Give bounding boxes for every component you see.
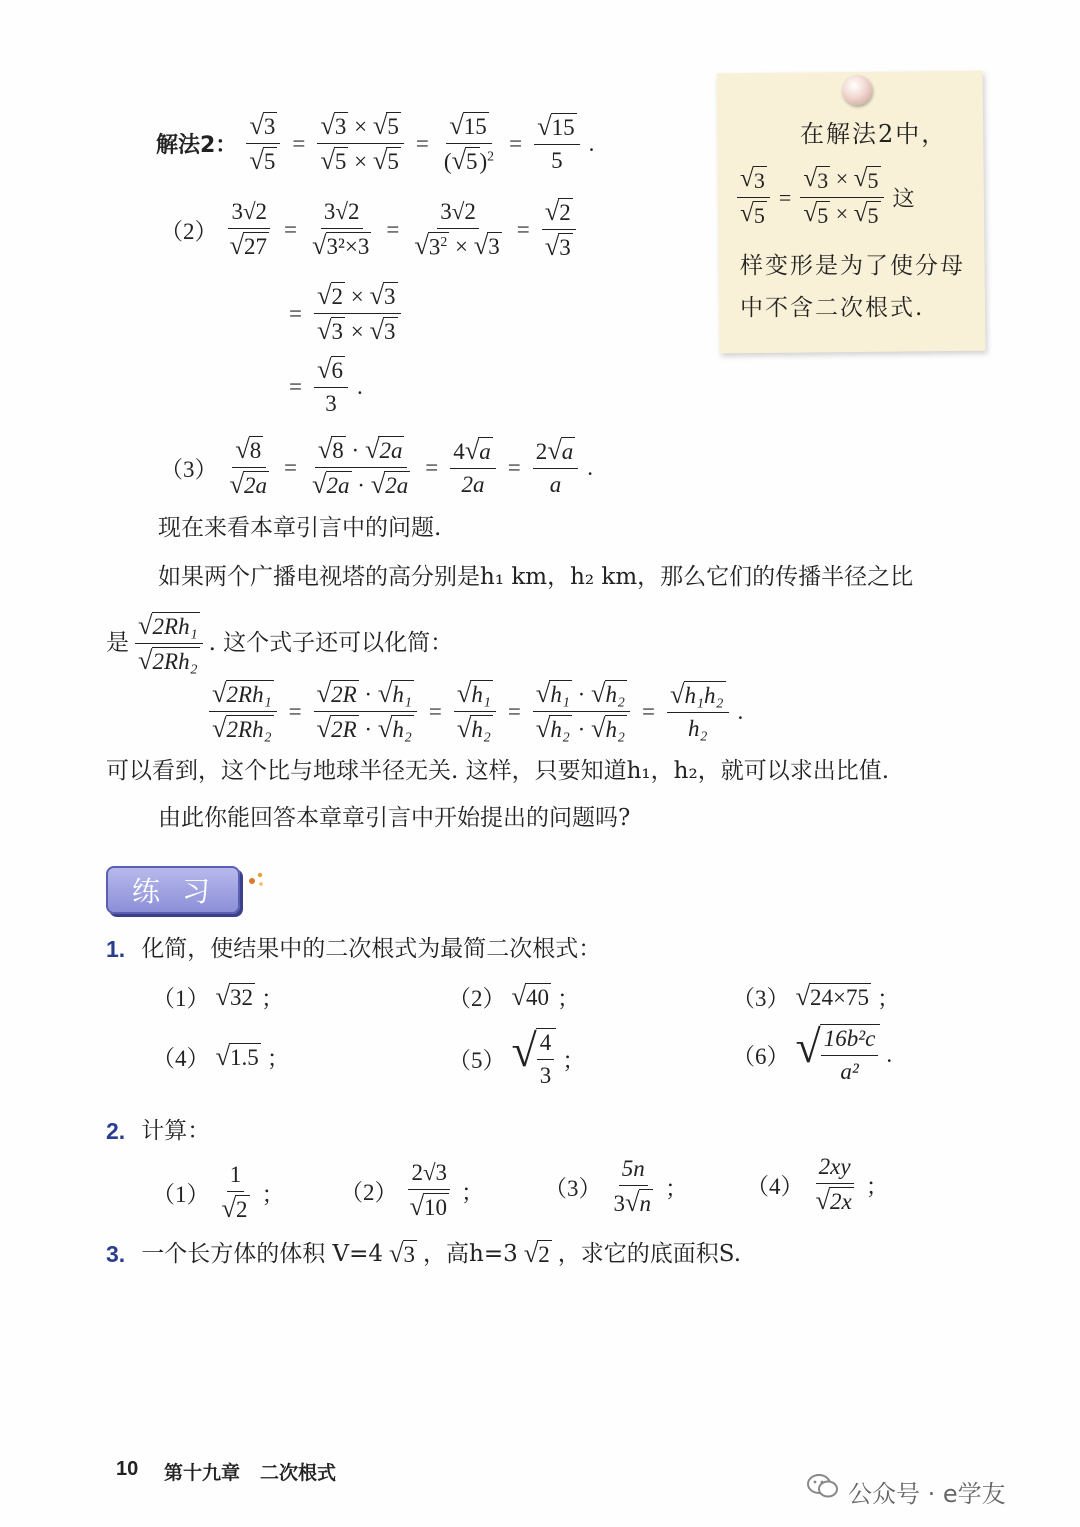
q2-item1: （1） 1 √ 2 ； <box>152 1162 285 1223</box>
q1-item5: （5） √ $\frac{4}{3}$ ； <box>448 1025 586 1088</box>
example3-label: （3） <box>160 457 218 482</box>
solution2-label: 解法2： <box>156 133 238 158</box>
q1-item2: （2） √ 40 ； <box>448 980 581 1011</box>
example2-step3: = √ 6 3 . <box>289 354 363 416</box>
q2-item2: （2） 2√3 √ 10 ； <box>340 1160 485 1221</box>
example2-label: （2） <box>160 219 218 244</box>
watermark: 公众号 · e学友 <box>848 1480 1006 1508</box>
q1-item4: （4） √ 1.5 ； <box>152 1040 290 1071</box>
note-line3: 样变形是为了使分母 <box>740 253 965 279</box>
example3-equation: （3） √ 8 √ 2a = √ 8 · √ 2a √ 2a · √ 2a = 4 √ a 2a = 2 √ a a . <box>160 434 593 499</box>
question3: 3. 一个长方体的体积 V=4 √ 3 ，高h=3 √ 2 ，求它的底面积S. <box>106 1238 742 1268</box>
q1-item3: （3） √ 24×75 ； <box>732 980 900 1011</box>
q2-item4: （4） 2xy √ 2x ； <box>746 1154 889 1215</box>
note-line4: 中不含二次根式. <box>740 295 925 321</box>
paragraph-line4: 可以看到，这个比与地球半径无关. 这样，只要知道h₁，h₂，就可以求出比值. <box>106 758 889 784</box>
paragraph-line5: 由此你能回答本章章引言中开始提出的问题吗? <box>158 805 631 831</box>
q2-item3: （3） 5n 3 √ n ； <box>544 1156 689 1217</box>
example2-equation: （2） 3√2 √ 27 = 3√2 √ 3²×3 = 3√2 √ $3^2$ × √ 3 = √ 2 √ 3 <box>160 198 579 261</box>
wechat-icon <box>806 1472 840 1500</box>
paragraph-line3: 是 √ 2Rh₁ √ 2Rh₂ . 这个式子还可以化简： <box>106 610 454 675</box>
note-line1: 在解法2中， <box>800 120 948 148</box>
footer-chapter: 第十九章 <box>164 1462 241 1484</box>
footer-title: 二次根式 <box>260 1462 337 1484</box>
q1-item6: （6） √ $\frac{\text{16b²c}}{\text{a²}}$ . <box>732 1021 893 1084</box>
example2-step2: = √ 2 × √ 3 √ 3 × √ 3 <box>286 282 404 345</box>
question1: 1. 化简，使结果中的二次根式为最简二次根式： <box>106 936 602 962</box>
paragraph-line1: 现在来看本章引言中的问题. <box>158 515 442 541</box>
paragraph-line2: 如果两个广播电视塔的高分别是h₁ km，h₂ km，那么它们的传播半径之比 <box>158 564 914 590</box>
page-number: 10 <box>116 1458 139 1480</box>
exercise-badge: 练习 <box>106 866 240 914</box>
decoration-dots-icon <box>246 870 266 888</box>
note-formula: √ 3 √ 5 = √ 3 × √ 5 √ 5 × √ 5 这 <box>734 166 915 229</box>
q1-item1: （1） √ 32 ； <box>152 980 285 1011</box>
solution2-equation: 解法2： √ 3 √ 5 = √ 3 × √ 5 √ 5 × √ 5 = √ 15 ( √ 5 )$^2$ = √ 15 5 . <box>156 110 595 175</box>
ratio-formula: √ 2Rh₁ √ 2Rh₂ = √ 2R · √ h₁ √ 2R · √ h₂ = √ h₁ √ h₂ = √ h₁ · √ h₂ √ h₂ · √ h₂ = √ h₁h₂ h₂ . <box>206 680 743 743</box>
question2: 2. 计算： <box>106 1118 211 1144</box>
pushpin-icon <box>842 75 872 105</box>
